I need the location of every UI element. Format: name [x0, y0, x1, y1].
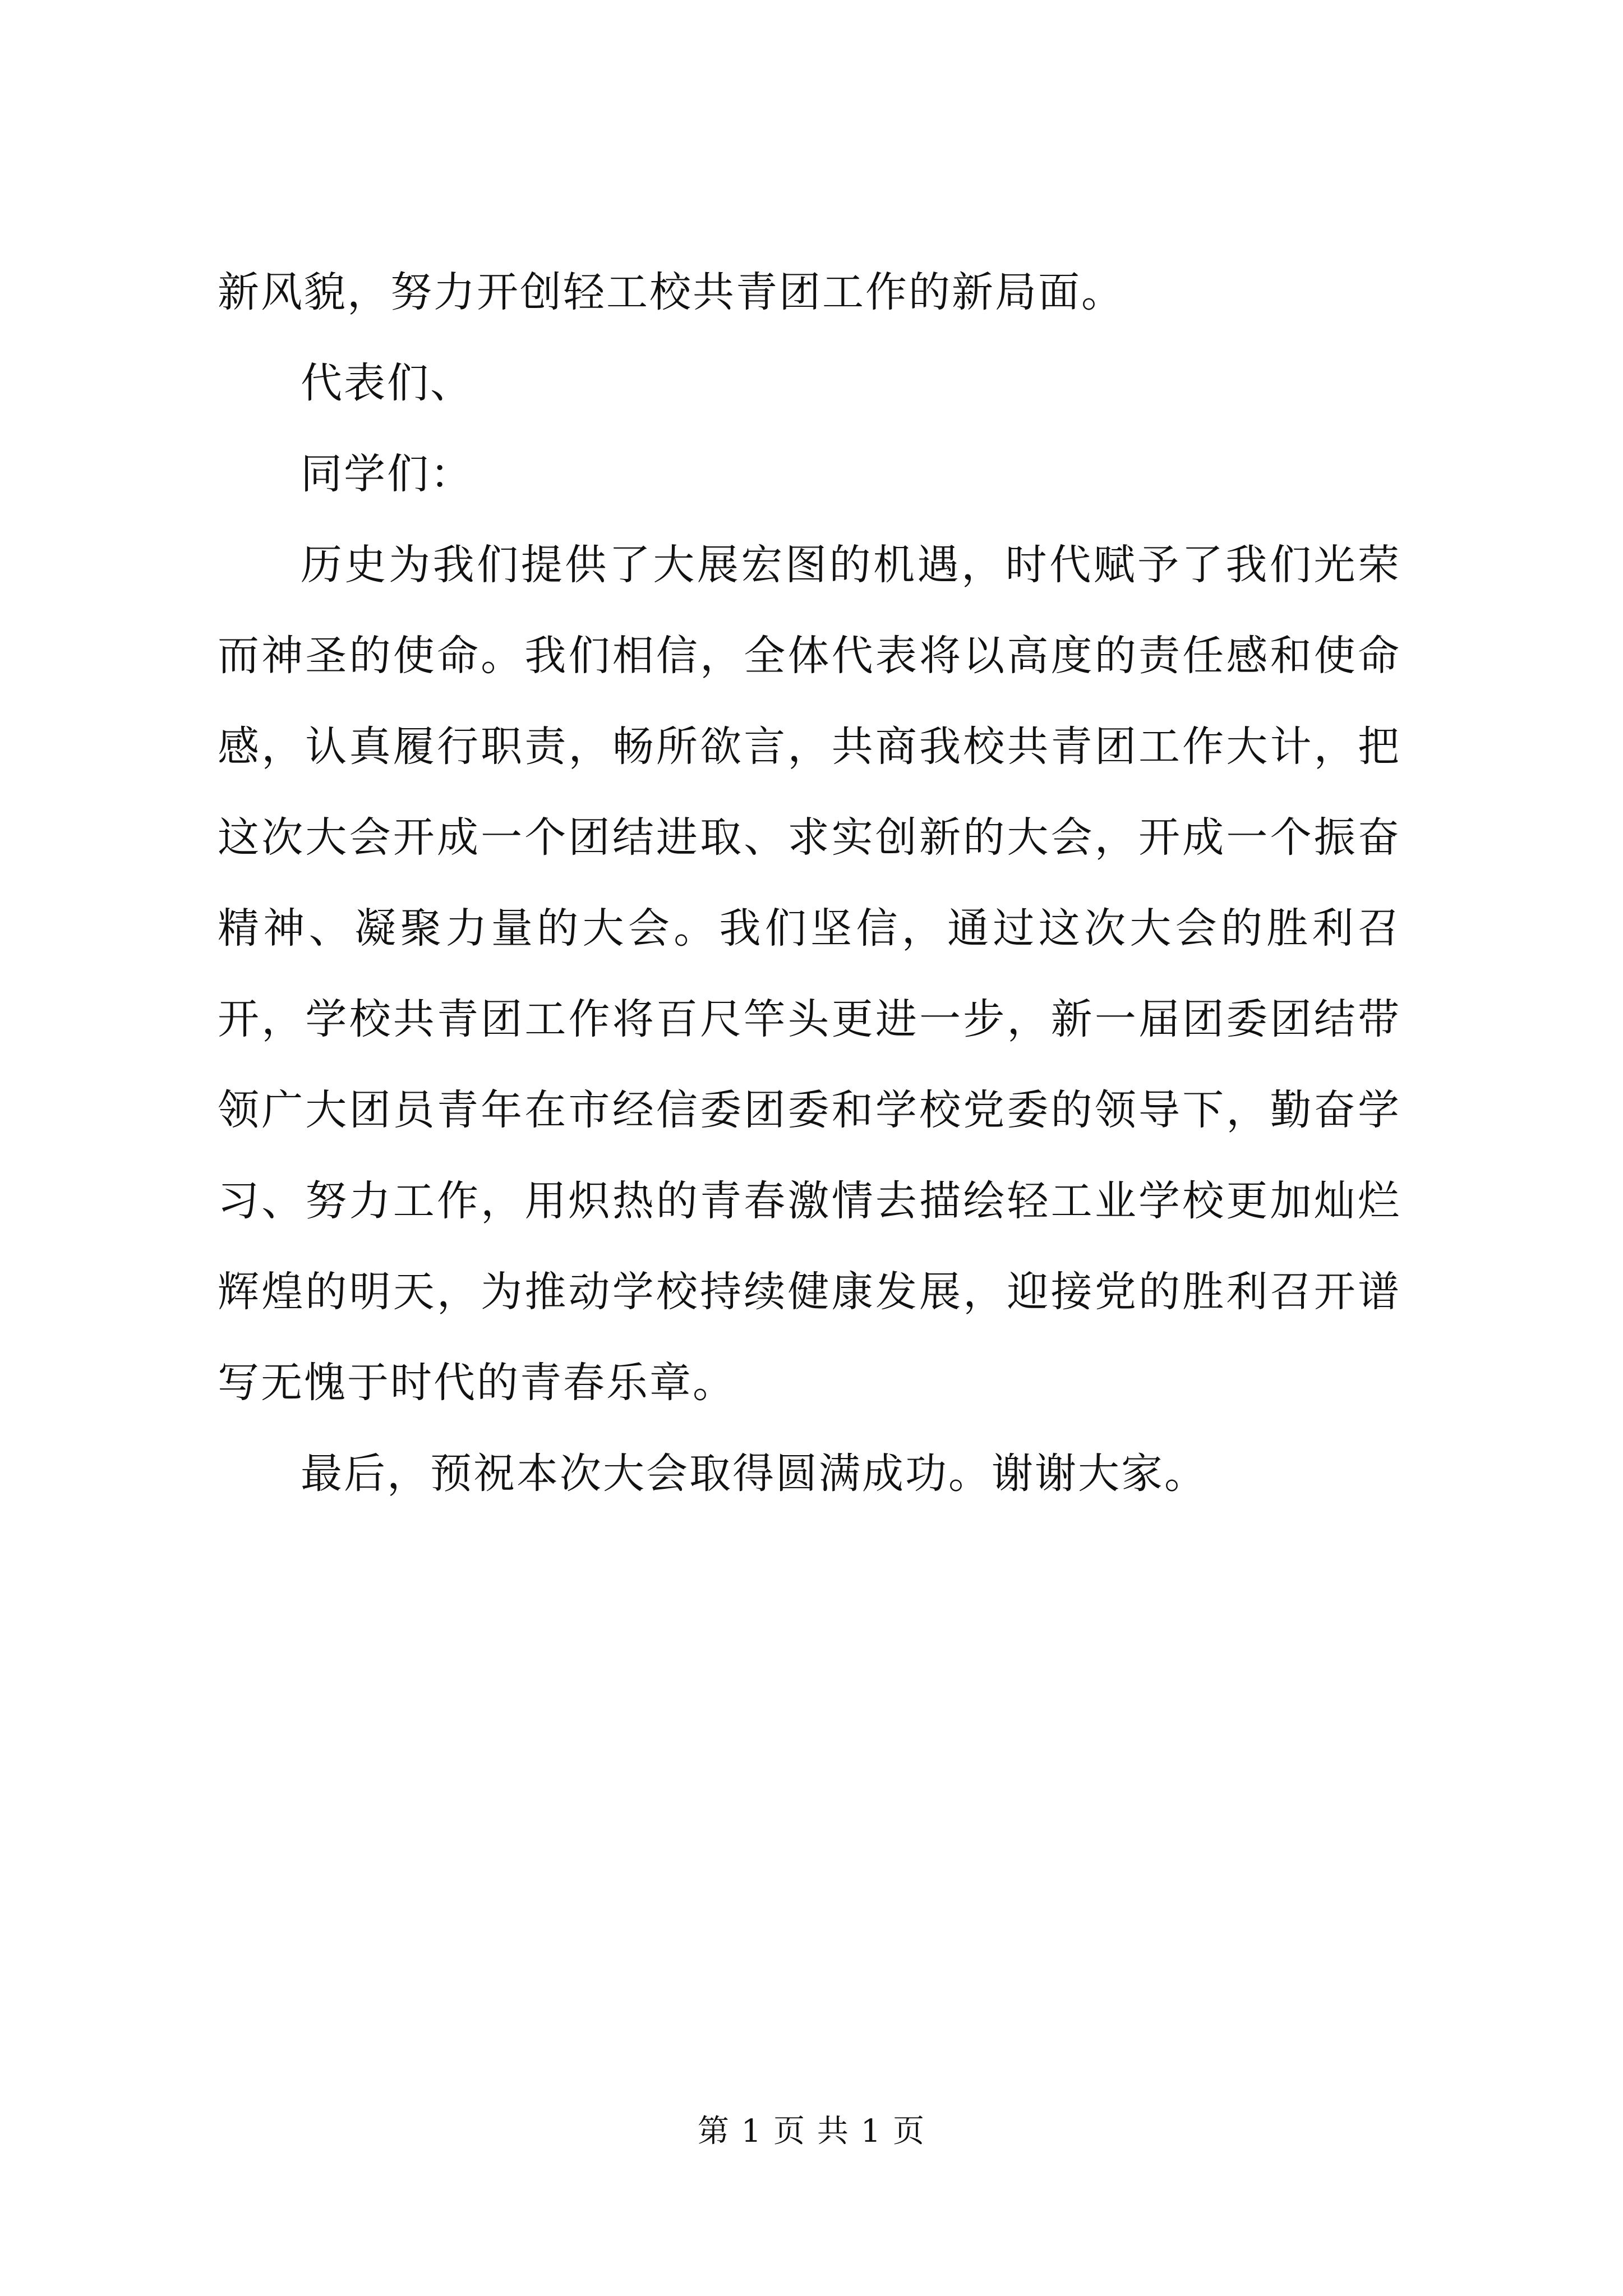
- paragraph-continuation: 新风貌，努力开创轻工校共青团工作的新局面。: [218, 268, 1124, 316]
- paragraph-salutation-students: 同学们：: [301, 450, 473, 498]
- paragraph-closing: 最后，预祝本次大会取得圆满成功。谢谢大家。: [301, 1450, 1207, 1498]
- paragraph-main-body: 历史为我们提供了大展宏图的机遇，时代赋予了我们光荣而神圣的使命。我们相信，全体代表将以高度的责任感和使命感，认真履行职责，畅所欲言，共商我校共青团工作大计，把这次大会开成一个团结进取、求实创新的大会，开成一个振奋精神、凝聚力量的大会。我们坚信，通过这次大会的胜利召开，学校共青团工作将百尺竿头更进一步，新一届团委团结带领广大团员青年在市经信委团委和学校党委的领导下，勤奋学习、努力工作，用炽热的青春激情去描绘轻工业学校更加灿烂辉煌的明天，为推动学校持续健康发展，迎接党的胜利召开谱写无愧于时代的青春乐章。: [218, 541, 1401, 1407]
- paragraph-salutation-delegates: 代表们、: [301, 359, 473, 407]
- page-number-footer: 第 1 页 共 1 页: [697, 2113, 926, 2150]
- document-body: [218, 247, 1401, 1519]
